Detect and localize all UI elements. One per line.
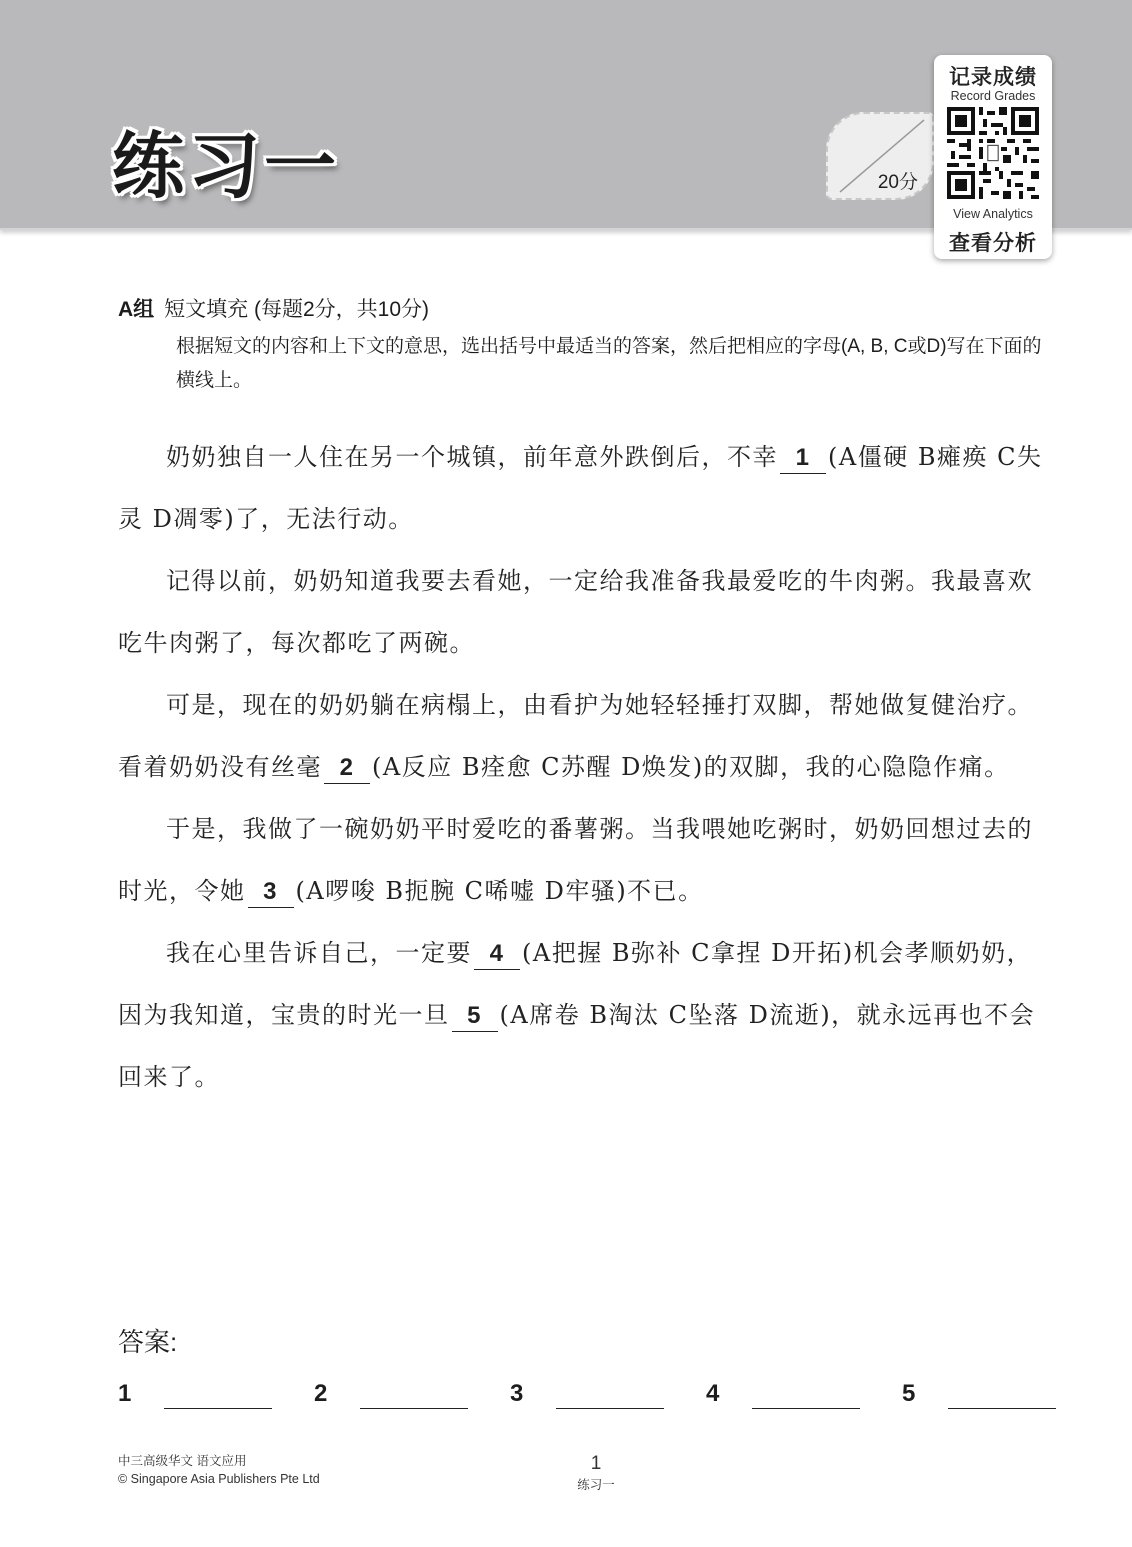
record-grades-cn: 记录成绩 (949, 66, 1037, 89)
paragraph-text: (A僵硬 B瘫痪 C失灵 D凋零)了，无法行动。 (118, 443, 1043, 533)
section-heading (118, 293, 429, 323)
paragraph-text: 可是，现在的奶奶躺在病榻上，由看护为她轻轻捶打双脚，帮她做复健治疗。看着奶奶没有丝毫 (118, 691, 1033, 781)
record-grades-en: Record Grades (950, 89, 1036, 103)
blank-2: 2 (324, 753, 370, 784)
section-title: 短文填充 (每题2分，共10分) (164, 298, 430, 321)
qr-code-icon[interactable] (947, 107, 1039, 199)
book-title: 中三高级华文 语文应用 (118, 1454, 247, 1468)
answer-number-3: 3 (510, 1380, 524, 1407)
paragraph-text: 我在心里告诉自己，一定要 (166, 939, 472, 967)
page-name: 练习一 (577, 1478, 615, 1492)
group-label: A组 (118, 298, 155, 321)
paragraph-text: (A席卷 B淘汰 C坠落 D流逝)，就永远再也不会回来了。 (118, 1001, 1036, 1091)
instructions: 根据短文的内容和上下文的意思，选出括号中最适当的答案，然后把相应的字母(A, B, C或D)写在下面的横线上。 (176, 336, 1042, 391)
paragraph-1 (118, 426, 1056, 550)
answer-number-1: 1 (118, 1380, 132, 1407)
score-badge (826, 112, 934, 200)
paragraph-2: 记得以前，奶奶知道我要去看她，一定给我准备我最爱吃的牛肉粥。我最喜欢吃牛肉粥了，每次都吃了两碗。 (118, 567, 1033, 657)
paragraph-text: 奶奶独自一人住在另一个城镇，前年意外跌倒后，不幸 (166, 443, 778, 471)
paragraph-text: (A啰唆 B扼腕 C唏嘘 D牢骚)不已。 (295, 877, 704, 905)
answer-field-4[interactable] (752, 1408, 860, 1409)
answer-number-2: 2 (314, 1380, 328, 1407)
blank-5: 5 (452, 1001, 498, 1032)
exercise-title: 练习一 (112, 124, 341, 208)
paragraph-3 (118, 674, 1056, 798)
page-header (0, 0, 1132, 255)
answer-field-3[interactable] (556, 1408, 664, 1409)
copyright: © Singapore Asia Publishers Pte Ltd (118, 1472, 320, 1486)
footer-center (516, 1452, 676, 1494)
passage (118, 426, 1056, 1108)
blank-4: 4 (474, 939, 520, 970)
answer-label: 答案: (118, 1327, 178, 1357)
answer-number-4: 4 (706, 1380, 720, 1407)
total-score: 20分 (877, 172, 918, 193)
qr-card[interactable] (934, 55, 1052, 259)
view-analytics-en: View Analytics (953, 207, 1033, 221)
paragraph-text: 于是，我做了一碗奶奶平时爱吃的番薯粥。当我喂她吃粥时，奶奶回想过去的时光，令她 (118, 815, 1033, 905)
paragraph-text: (A反应 B痊愈 C苏醒 D焕发)的双脚，我的心隐隐作痛。 (372, 753, 1010, 781)
view-analytics-cn: 查看分析 (949, 232, 1037, 255)
answer-field-5[interactable] (948, 1408, 1056, 1409)
footer-left (118, 1452, 320, 1488)
answer-number-5: 5 (902, 1380, 916, 1407)
paragraph-5 (118, 922, 1056, 1108)
blank-1: 1 (780, 443, 826, 474)
paragraph-text: (A把握 B弥补 C拿捏 D开拓)机会孝顺奶奶，因为我知道，宝贵的时光一旦 (118, 939, 1033, 1029)
answer-field-2[interactable] (360, 1408, 468, 1409)
blank-3: 3 (248, 877, 294, 908)
answer-row (118, 1380, 1058, 1420)
paragraph-4 (118, 798, 1056, 922)
page-number: 1 (590, 1453, 602, 1474)
answer-field-1[interactable] (164, 1408, 272, 1409)
